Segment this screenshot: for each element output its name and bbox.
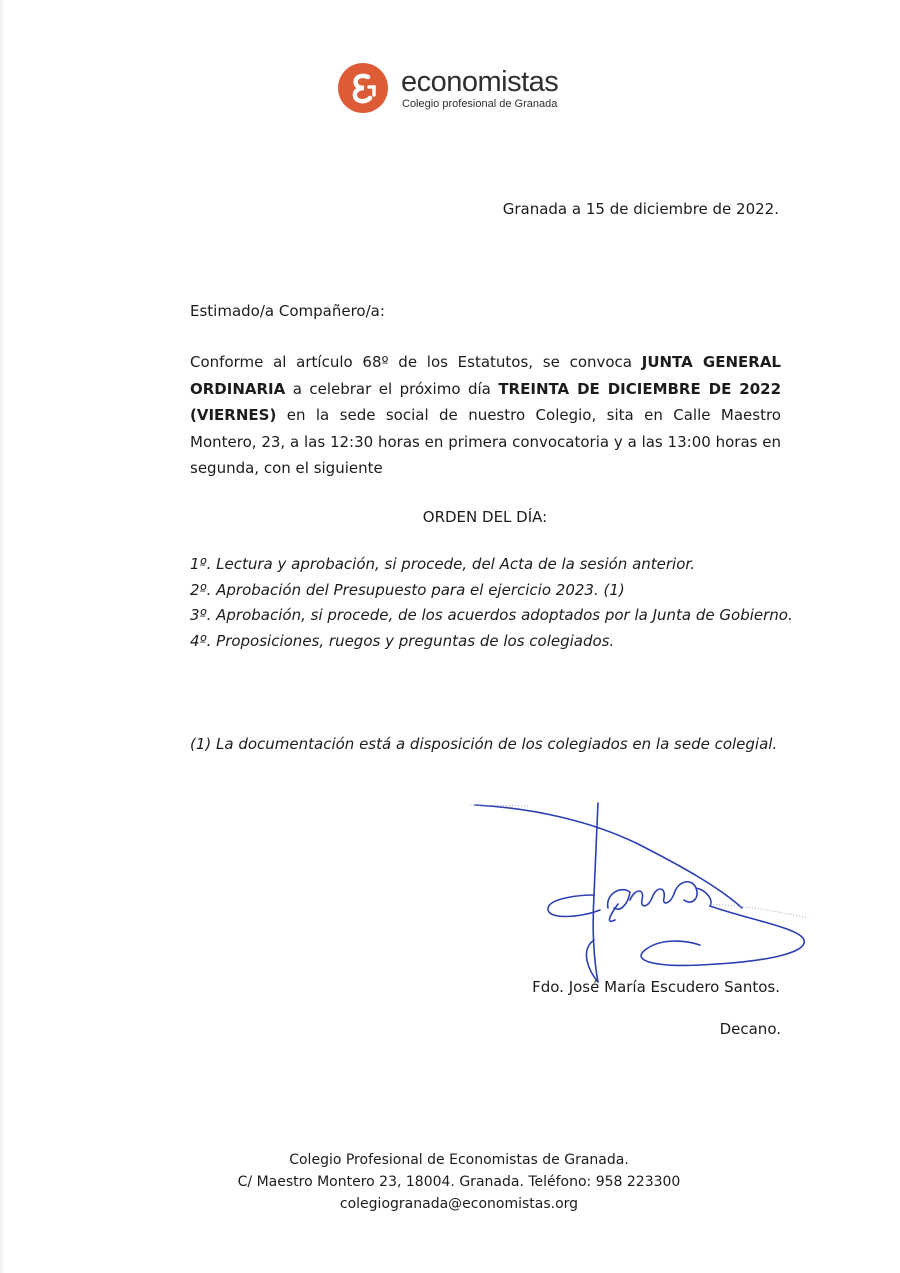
footer-address: C/ Maestro Montero 23, 18004. Granada. Teléfono: 958 223300 [237, 1174, 681, 1190]
agenda-list [190, 552, 793, 654]
body-text-1: Conforme al artículo 68º de los Estatutos, se convoca [190, 353, 642, 371]
body-bold-date: TREINTA DE DICIEMBRE DE 2022 (VIERNES) [190, 379, 782, 424]
footer-org: Colegio Profesional de Economistas de Granada. [289, 1152, 629, 1168]
agenda-item: 1º. Lectura y aprobación, si procede, del Acta de la sesión anterior. [190, 555, 695, 573]
scan-edge [0, 0, 6, 1273]
body-bold-meeting: JUNTA GENERAL ORDINARIA [190, 353, 781, 398]
letter-date: Granada a 15 de diciembre de 2022. [502, 200, 779, 218]
agenda-item: 4º. Proposiciones, ruegos y preguntas de los colegiados. [190, 631, 615, 650]
body-text-2: a celebrar el próximo día [285, 379, 499, 398]
signer-role: Decano. [719, 1020, 781, 1038]
greeting: Estimado/a Compañero/a: [190, 302, 385, 320]
logo [338, 63, 578, 115]
agenda-title: ORDEN DEL DÍA: [422, 508, 548, 526]
footer-email: colegiogranada@economistas.org [339, 1196, 579, 1212]
footnote: (1) La documentación está a disposición de los colegiados en la sede colegial. [190, 735, 778, 753]
agenda-item: 2º. Aprobación del Presupuesto para el ejercicio 2023. (1) [190, 580, 625, 599]
logo-name: economistas [401, 66, 559, 98]
agenda-item: 3º. Aprobación, si procede, de los acuerdos adoptados por la Junta de Gobierno. [190, 606, 793, 624]
convocation-paragraph [190, 349, 781, 482]
signer-name: Fdo. José María Escudero Santos. [532, 978, 780, 996]
footer [0, 1149, 900, 1215]
logo-subtitle: Colegio profesional de Granada [402, 98, 558, 110]
body-text-3: en la sede social de nuestro Colegio, sita en Calle Maestro Montero, 23, a las 12:30 horas en primera convocatoria y a las 13:00 horas en segunda, con el siguiente [190, 406, 781, 477]
signature-icon [470, 800, 810, 985]
logo-mark-icon [338, 63, 388, 113]
